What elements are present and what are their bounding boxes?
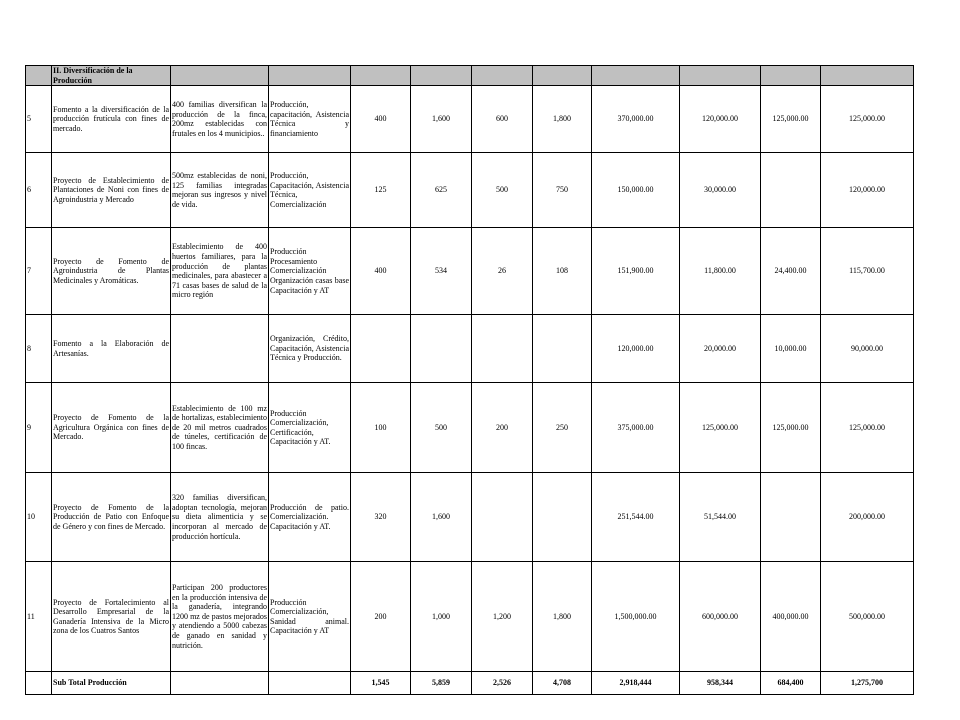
value-2: 1,000 xyxy=(411,562,472,672)
header-num-cell xyxy=(26,66,52,86)
subtotal-row xyxy=(26,672,914,695)
subtotal-empty-cell xyxy=(171,672,269,695)
subtotal-num-cell xyxy=(26,672,52,695)
value-4 xyxy=(533,315,592,383)
header-empty-cell xyxy=(761,66,821,86)
components: Producción, Capacitación, Asistencia Técnica, Comercialización xyxy=(269,153,351,228)
row-number: 5 xyxy=(26,86,52,153)
subtotal-amount-c: 1,275,700 xyxy=(821,672,914,695)
table-row xyxy=(26,473,914,562)
value-3 xyxy=(472,473,533,562)
amount-a: 30,000.00 xyxy=(680,153,761,228)
amount-c: 200,000.00 xyxy=(821,473,914,562)
components: Producción de patio. Comercialización. Capacitación y AT. xyxy=(269,473,351,562)
subtotal-value-1: 1,545 xyxy=(351,672,411,695)
subtotal-value-2: 5,859 xyxy=(411,672,472,695)
production-table xyxy=(25,65,914,695)
subtotal-label: Sub Total Producción xyxy=(52,672,171,695)
value-2: 1,600 xyxy=(411,86,472,153)
components: Producción Procesamiento Comercialización Organización casas base Capacitación y AT xyxy=(269,228,351,315)
value-2: 1,600 xyxy=(411,473,472,562)
amount-a: 125,000.00 xyxy=(680,383,761,473)
row-number: 11 xyxy=(26,562,52,672)
table-row xyxy=(26,153,914,228)
value-4: 108 xyxy=(533,228,592,315)
subtotal-value-3: 2,526 xyxy=(472,672,533,695)
value-4: 750 xyxy=(533,153,592,228)
value-2 xyxy=(411,315,472,383)
expected-result: 320 familias diversifican, adoptan tecnología, mejoran su dieta alimenticia y se incorporan al mercado de producción hortícula. xyxy=(171,473,269,562)
components: Producción Comercialización, Sanidad animal. Capacitación y AT xyxy=(269,562,351,672)
value-3: 1,200 xyxy=(472,562,533,672)
project-name: Proyecto de Fomento de la Agricultura Orgánica con fines de Mercado. xyxy=(52,383,171,473)
amount-c: 125,000.00 xyxy=(821,86,914,153)
amount-b: 24,400.00 xyxy=(761,228,821,315)
header-empty-cell xyxy=(821,66,914,86)
subtotal-value-4: 4,708 xyxy=(533,672,592,695)
components: Producción Comercialización, Certificación, Capacitación y AT. xyxy=(269,383,351,473)
value-3: 500 xyxy=(472,153,533,228)
header-empty-cell xyxy=(592,66,680,86)
value-3 xyxy=(472,315,533,383)
expected-result: Establecimiento de 400 huertos familiares, para la producción de plantas medicinales, para abastecer a 71 casas bases de salud de la micro región xyxy=(171,228,269,315)
amount-a: 11,800.00 xyxy=(680,228,761,315)
project-name: Fomento a la diversificación de la producción frutícula con fines de mercado. xyxy=(52,86,171,153)
amount-b: 400,000.00 xyxy=(761,562,821,672)
value-4: 1,800 xyxy=(533,86,592,153)
expected-result: Establecimiento de 100 mz de hortalizas, establecimiento de 20 mil metros cuadrados de túneles, certificación de 100 fincas. xyxy=(171,383,269,473)
expected-result: Participan 200 productores en la producción intensiva de la ganadería, integrando 1200 mz de pastos mejorados y atendiendo a 5000 cabezas de ganado en sanidad y nutrición. xyxy=(171,562,269,672)
amount-a: 120,000.00 xyxy=(680,86,761,153)
total-amount: 120,000.00 xyxy=(592,315,680,383)
section-header-row xyxy=(26,66,914,86)
header-empty-cell xyxy=(680,66,761,86)
amount-b xyxy=(761,473,821,562)
project-name: Proyecto de Fomento de Agroindustria de Plantas Medicinales y Aromáticas. xyxy=(52,228,171,315)
amount-a: 600,000.00 xyxy=(680,562,761,672)
total-amount: 375,000.00 xyxy=(592,383,680,473)
amount-b xyxy=(761,153,821,228)
value-3: 600 xyxy=(472,86,533,153)
expected-result xyxy=(171,315,269,383)
header-empty-cell xyxy=(351,66,411,86)
total-amount: 150,000.00 xyxy=(592,153,680,228)
row-number: 10 xyxy=(26,473,52,562)
project-name: Proyecto de Fomento de la Producción de Patio con Enfoque de Género y con fines de Mercado. xyxy=(52,473,171,562)
value-1: 200 xyxy=(351,562,411,672)
subtotal-amount-b: 684,400 xyxy=(761,672,821,695)
amount-a: 20,000.00 xyxy=(680,315,761,383)
value-1: 125 xyxy=(351,153,411,228)
subtotal-total-amount: 2,918,444 xyxy=(592,672,680,695)
value-2: 500 xyxy=(411,383,472,473)
header-empty-cell xyxy=(533,66,592,86)
amount-c: 90,000.00 xyxy=(821,315,914,383)
expected-result: 400 familias diversifican la producción de la finca, 200mz establecidas con frutales en los 4 municipios.. xyxy=(171,86,269,153)
header-empty-cell xyxy=(171,66,269,86)
components: Organización, Crédito, Capacitación, Asistencia Técnica y Producción. xyxy=(269,315,351,383)
value-1: 320 xyxy=(351,473,411,562)
header-empty-cell xyxy=(472,66,533,86)
value-2: 534 xyxy=(411,228,472,315)
value-4: 250 xyxy=(533,383,592,473)
amount-b: 10,000.00 xyxy=(761,315,821,383)
components: Producción, capacitación, Asistencia Técnica y financiamiento xyxy=(269,86,351,153)
value-1: 100 xyxy=(351,383,411,473)
table-row xyxy=(26,315,914,383)
total-amount: 151,900.00 xyxy=(592,228,680,315)
expected-result: 500mz establecidas de noni, 125 familias integradas mejoran sus ingresos y nivel de vida. xyxy=(171,153,269,228)
row-number: 9 xyxy=(26,383,52,473)
row-number: 6 xyxy=(26,153,52,228)
value-3: 26 xyxy=(472,228,533,315)
row-number: 7 xyxy=(26,228,52,315)
amount-c: 500,000.00 xyxy=(821,562,914,672)
value-4: 1,800 xyxy=(533,562,592,672)
value-1 xyxy=(351,315,411,383)
amount-a: 51,544.00 xyxy=(680,473,761,562)
amount-b: 125,000.00 xyxy=(761,383,821,473)
table-row xyxy=(26,228,914,315)
amount-c: 115,700.00 xyxy=(821,228,914,315)
section-title: II. Diversificación de la Producción xyxy=(52,66,171,86)
table-row xyxy=(26,383,914,473)
value-1: 400 xyxy=(351,86,411,153)
table-row xyxy=(26,562,914,672)
total-amount: 1,500,000.00 xyxy=(592,562,680,672)
value-4 xyxy=(533,473,592,562)
value-3: 200 xyxy=(472,383,533,473)
value-1: 400 xyxy=(351,228,411,315)
project-name: Proyecto de Establecimiento de Plantaciones de Noni con fines de Agroindustria y Mercado xyxy=(52,153,171,228)
row-number: 8 xyxy=(26,315,52,383)
project-name: Proyecto de Fortalecimiento al Desarrollo Empresarial de la Ganadería Intensiva de la Micro zona de los Cuatros Santos xyxy=(52,562,171,672)
subtotal-empty-cell xyxy=(269,672,351,695)
header-empty-cell xyxy=(411,66,472,86)
project-name: Fomento a la Elaboración de Artesanías. xyxy=(52,315,171,383)
header-empty-cell xyxy=(269,66,351,86)
amount-b: 125,000.00 xyxy=(761,86,821,153)
value-2: 625 xyxy=(411,153,472,228)
subtotal-amount-a: 958,344 xyxy=(680,672,761,695)
amount-c: 120,000.00 xyxy=(821,153,914,228)
total-amount: 251,544.00 xyxy=(592,473,680,562)
total-amount: 370,000.00 xyxy=(592,86,680,153)
amount-c: 125,000.00 xyxy=(821,383,914,473)
table-row xyxy=(26,86,914,153)
